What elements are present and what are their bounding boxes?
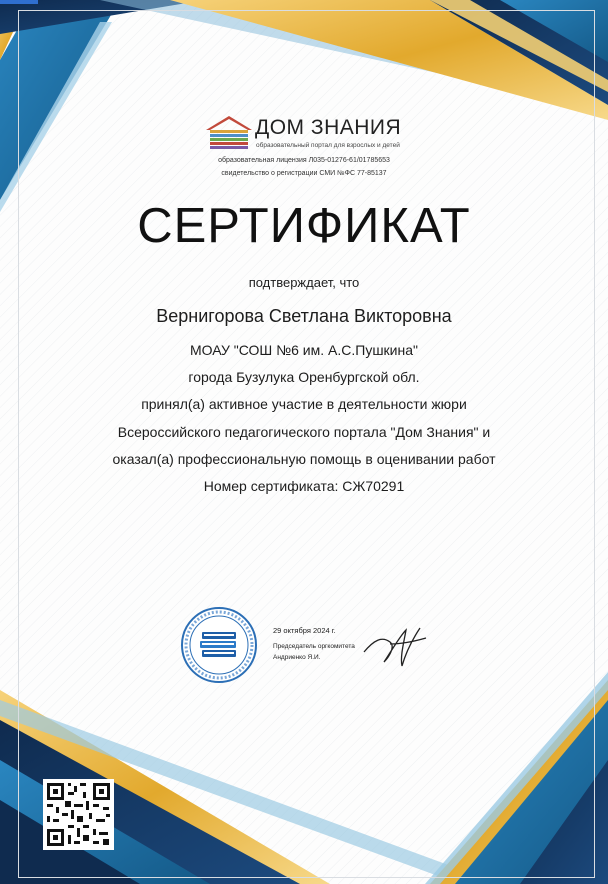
recipient-name: Вернигорова Светлана Викторовна <box>156 306 452 326</box>
seal-books-icon <box>180 606 258 684</box>
certificate-title: СЕРТИФИКАТ <box>137 199 471 253</box>
body-line: Всероссийского педагогического портала "Дом Знания" и <box>117 424 491 440</box>
registration-text: свидетельство о регистрации СМИ №ФС 77-85137 <box>221 170 387 177</box>
logo-tagline: образовательный портал для взрослых и детей <box>256 142 400 149</box>
selection-marker <box>0 0 38 4</box>
signer-name: Андриенко Я.И. <box>273 654 321 661</box>
signer-role: Председатель оргкомитета <box>273 643 355 650</box>
certificate-number: Номер сертификата: СЖ70291 <box>203 478 405 494</box>
body-line: города Бузулука Оренбургской обл. <box>188 369 420 385</box>
qr-code-icon <box>43 779 114 850</box>
issue-date: 29 октября 2024 г. <box>273 626 336 635</box>
confirm-text: подтверждает, что <box>248 275 360 290</box>
license-text: образовательная лицензия Л035-01276-61/01785653 <box>218 157 390 164</box>
logo-title: ДОМ ЗНАНИЯ <box>255 116 402 139</box>
body-line: МОАУ "СОШ №6 им. А.С.Пушкина" <box>189 342 418 358</box>
body-line: принял(а) активное участие в деятельности жюри <box>141 396 467 412</box>
body-line: оказал(а) профессиональную помощь в оценивании работ <box>112 451 496 467</box>
signature-icon <box>360 622 430 670</box>
